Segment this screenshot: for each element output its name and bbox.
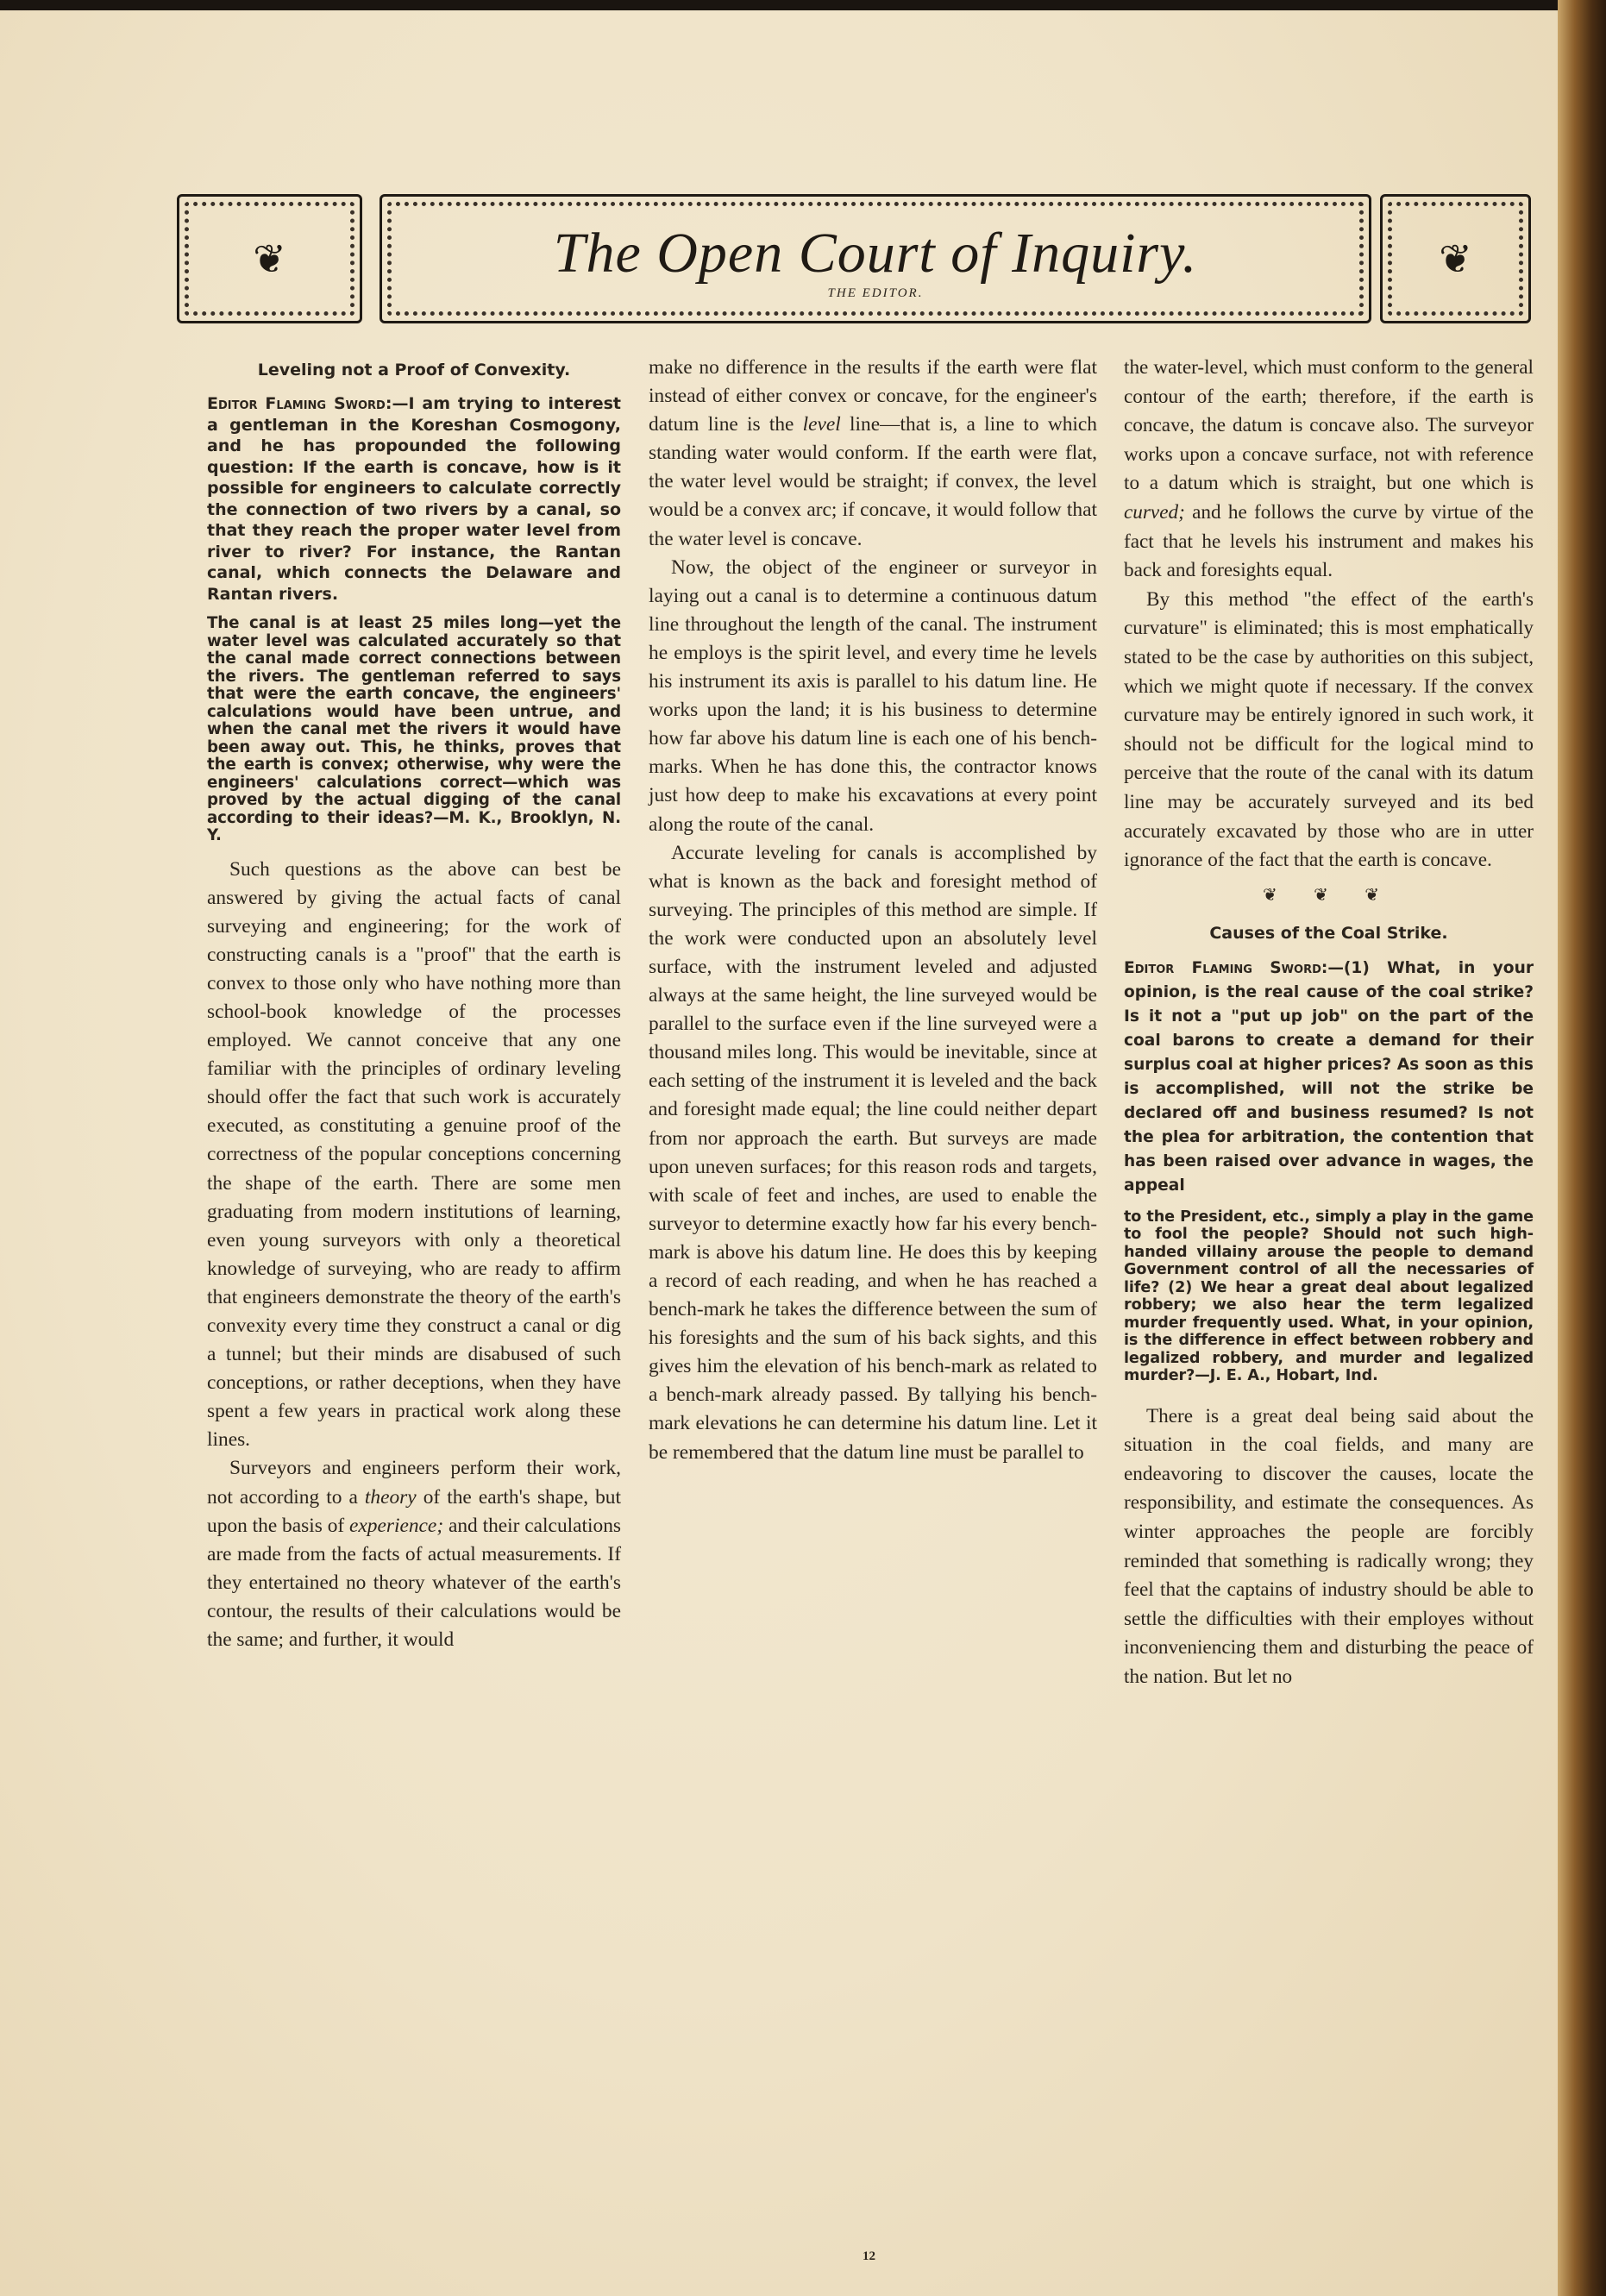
- article-body: [649, 354, 1097, 1467]
- text-run: of the earth's shape, but upon the basis of: [207, 1485, 621, 1537]
- article-body: [207, 856, 621, 1655]
- header-title-box: [380, 194, 1371, 323]
- reader-letter: [1124, 957, 1534, 1198]
- paragraph: [207, 1454, 621, 1654]
- text-run: line—that is, a line to which standing water would conform. If the earth were flat, the water level would be straight; if convex, the level would be a convex arc; if concave, it would follow that the water level is concave.: [649, 413, 1098, 550]
- reader-letter: [207, 393, 621, 605]
- paragraph: [1124, 354, 1534, 586]
- italic-word: level: [802, 413, 841, 436]
- page-title: The Open Court of Inquiry.: [553, 222, 1198, 285]
- italic-word: experience;: [349, 1514, 444, 1537]
- italic-word: theory: [364, 1485, 417, 1509]
- paragraph: There is a great deal being said about the situation in the coal fields, and many are endeavoring to discover the causes, locate the responsibility, and estimate the consequences. As winter approaches the people are forcibly reminded that something is radically wrong; they feel that the captains of industry should be able to settle the difficulties with their employes without inconveniencing them and disturbing the peace of the nation. But let no: [1124, 1404, 1534, 1689]
- page-subtitle: THE EDITOR.: [827, 286, 924, 300]
- letter-text: —(1) What, in your opinion, is the real cause of the coal strike? Is it not a "put up job" on the part of the coal barons to create a demand for their surplus coal at higher prices? As soon as this is accomplished, will not the strike be declared off and business resumed? Is not the plea for arbitration, the contention that has been raised over advance in wages, the appeal: [1124, 958, 1534, 1195]
- italic-word: curved;: [1124, 500, 1185, 524]
- paragraph: [649, 354, 1097, 554]
- text-run: the water-level, which must conform to the general contour of the earth; therefore, if the earth is concave, the datum is concave also. The surveyor works upon a concave surface, not with reference to a datum which is straight, but one which is: [1124, 356, 1534, 495]
- column-1: [207, 354, 621, 1654]
- article-body: [1124, 354, 1534, 875]
- fleuron-icon: ❦: [1439, 235, 1472, 282]
- text-run: Surveyors and engineers perform their work, not according to a: [207, 1457, 621, 1509]
- article-heading: Causes of the Coal Strike.: [1209, 923, 1448, 943]
- text-run: and he follows the curve by virtue of the fact that he levels his instrument and makes his back and foresights equal.: [1124, 500, 1534, 582]
- article-body: [1124, 1402, 1534, 1692]
- letter-salutation: Editor Flaming Sword:: [1124, 958, 1328, 977]
- text-run: and their calculations are made from the facts of actual measurements. If they entertained no theory whatever of the earth's contour, the results of their calculations would be the same; and further, it would: [207, 1514, 622, 1652]
- letter-text: —I am trying to interest a gentleman in the Koreshan Cosmogony, and he has propounded the following question: If the earth is concave, how is it possible for engineers to calculate correctly the connection of two rivers by a canal, so that they reach the proper water level from river to river? For instance, the Rantan canal, which connects the Delaware and Rantan rivers.: [207, 394, 621, 604]
- paragraph: Accurate leveling for canals is accomplished by what is known as the back and foresight method of surveying. The principles of this method are simple. If the work were conducted upon an absolutely level surface, with the instrument leveled and adjusted always at the same height, the line surveyed would be parallel to the surface even if the line surveyed were a thousand miles long. This would be inevitable, since at each setting of the instrument it is leveled and the back and foresight made equal; the line could neither depart from nor approach the earth. But surveys are made upon uneven surfaces; for this reason rods and targets, with scale of feet and inches, are used to enable the surveyor to determine exactly how far his every bench-mark is above his datum line. He does this by keeping a record of each reading, and when he has reached a bench-mark he takes the difference between the sum of his foresights and the sum of his back sights, and this gives him the elevation of his bench-mark as related to a bench-mark already passed. By tallying his bench-mark elevations he can determine his datum line. Let it be remembered that the datum line must be parallel to: [649, 841, 1097, 1464]
- text-run: make no difference in the results if the earth were flat instead of either convex or concave, for the engineer's datum line is the: [649, 356, 1097, 436]
- reader-letter-continued: The canal is at least 25 miles long—yet the water level was calculated accurately so that the canal made correct connections between the rivers. The gentleman referred to says that were the earth concave, the engineers' calculations would have been untrue, and when the canal met the rivers it would have been away out. This, he thinks, proves that the earth is convex; otherwise, why were the engineers' calculations correct—which was proved by the actual digging of the canal according to their ideas?—M. K., Brooklyn, N. Y.: [207, 614, 621, 844]
- column-3: [1124, 354, 1534, 1692]
- header-right-ornament-box: [1380, 194, 1531, 323]
- header-left-ornament-box: [177, 194, 362, 323]
- column-2: [649, 354, 1097, 1467]
- section-divider: ❦ ❦ ❦: [1263, 883, 1395, 905]
- paragraph: Now, the object of the engineer or surveyor in laying out a canal is to determine a continuous datum line throughout the length of the canal. The instrument he employs is the spirit level, and every time he levels his instrument its axis is parallel to his datum line. He works upon the land; it is his business to determine how far above his datum line is each one of his bench-marks. When he has done this, the contractor knows just how deep to make his excavations at every point along the route of the canal.: [649, 555, 1097, 836]
- article-heading: Leveling not a Proof of Convexity.: [257, 361, 571, 380]
- fleuron-icon: ❦: [253, 235, 286, 282]
- paragraph: Such questions as the above can best be answered by giving the actual facts of canal surveying and engineering; for the work of constructing canals is a "proof" that the earth is convex to those only who have nothing more than school-book knowledge of the processes employed. We cannot conceive that any one familiar with the principles of ordinary leveling should offer the fact that such work is accurately executed, as constituting a genuine proof of the correctness of the popular conceptions concerning the shape of the earth. There are some men graduating from modern institutions of learning, even young surveyors with only a theoretical knowledge of surveying, who are ready to affirm that engineers demonstrate the theory of the earth's convexity every time they construct a canal or dig a tunnel; but their minds are disabused of such conceptions, or rather deceptions, when they have spent a few years in practical work along these lines.: [207, 857, 621, 1452]
- reader-letter-continued: to the President, etc., simply a play in the game to fool the people? Should not such high-handed villainy arouse the people to demand Government control of all the necessaries of life? (2) We hear a great deal about legalized robbery; we also hear the term legalized murder frequently used. What, in your opinion, is the difference in effect between robbery and legalized robbery, and murder and legalized murder?—J. E. A., Hobart, Ind.: [1124, 1208, 1534, 1385]
- book-spine-edge: [1558, 0, 1606, 2296]
- scan-top-border: [0, 0, 1606, 10]
- paragraph: By this method "the effect of the earth's curvature" is eliminated; this is most emphatically stated to be the case by authorities on this subject, which we might quote if necessary. If the convex curvature may be entirely ignored in such work, it should not be difficult for the logical mind to perceive that the route of the canal with its datum line may be accurately surveyed and its bed accurately excavated by those who are in utter ignorance of the fact that the earth is concave.: [1124, 587, 1534, 872]
- page-number: 12: [863, 2249, 875, 2263]
- letter-salutation: Editor Flaming Sword:: [207, 394, 392, 413]
